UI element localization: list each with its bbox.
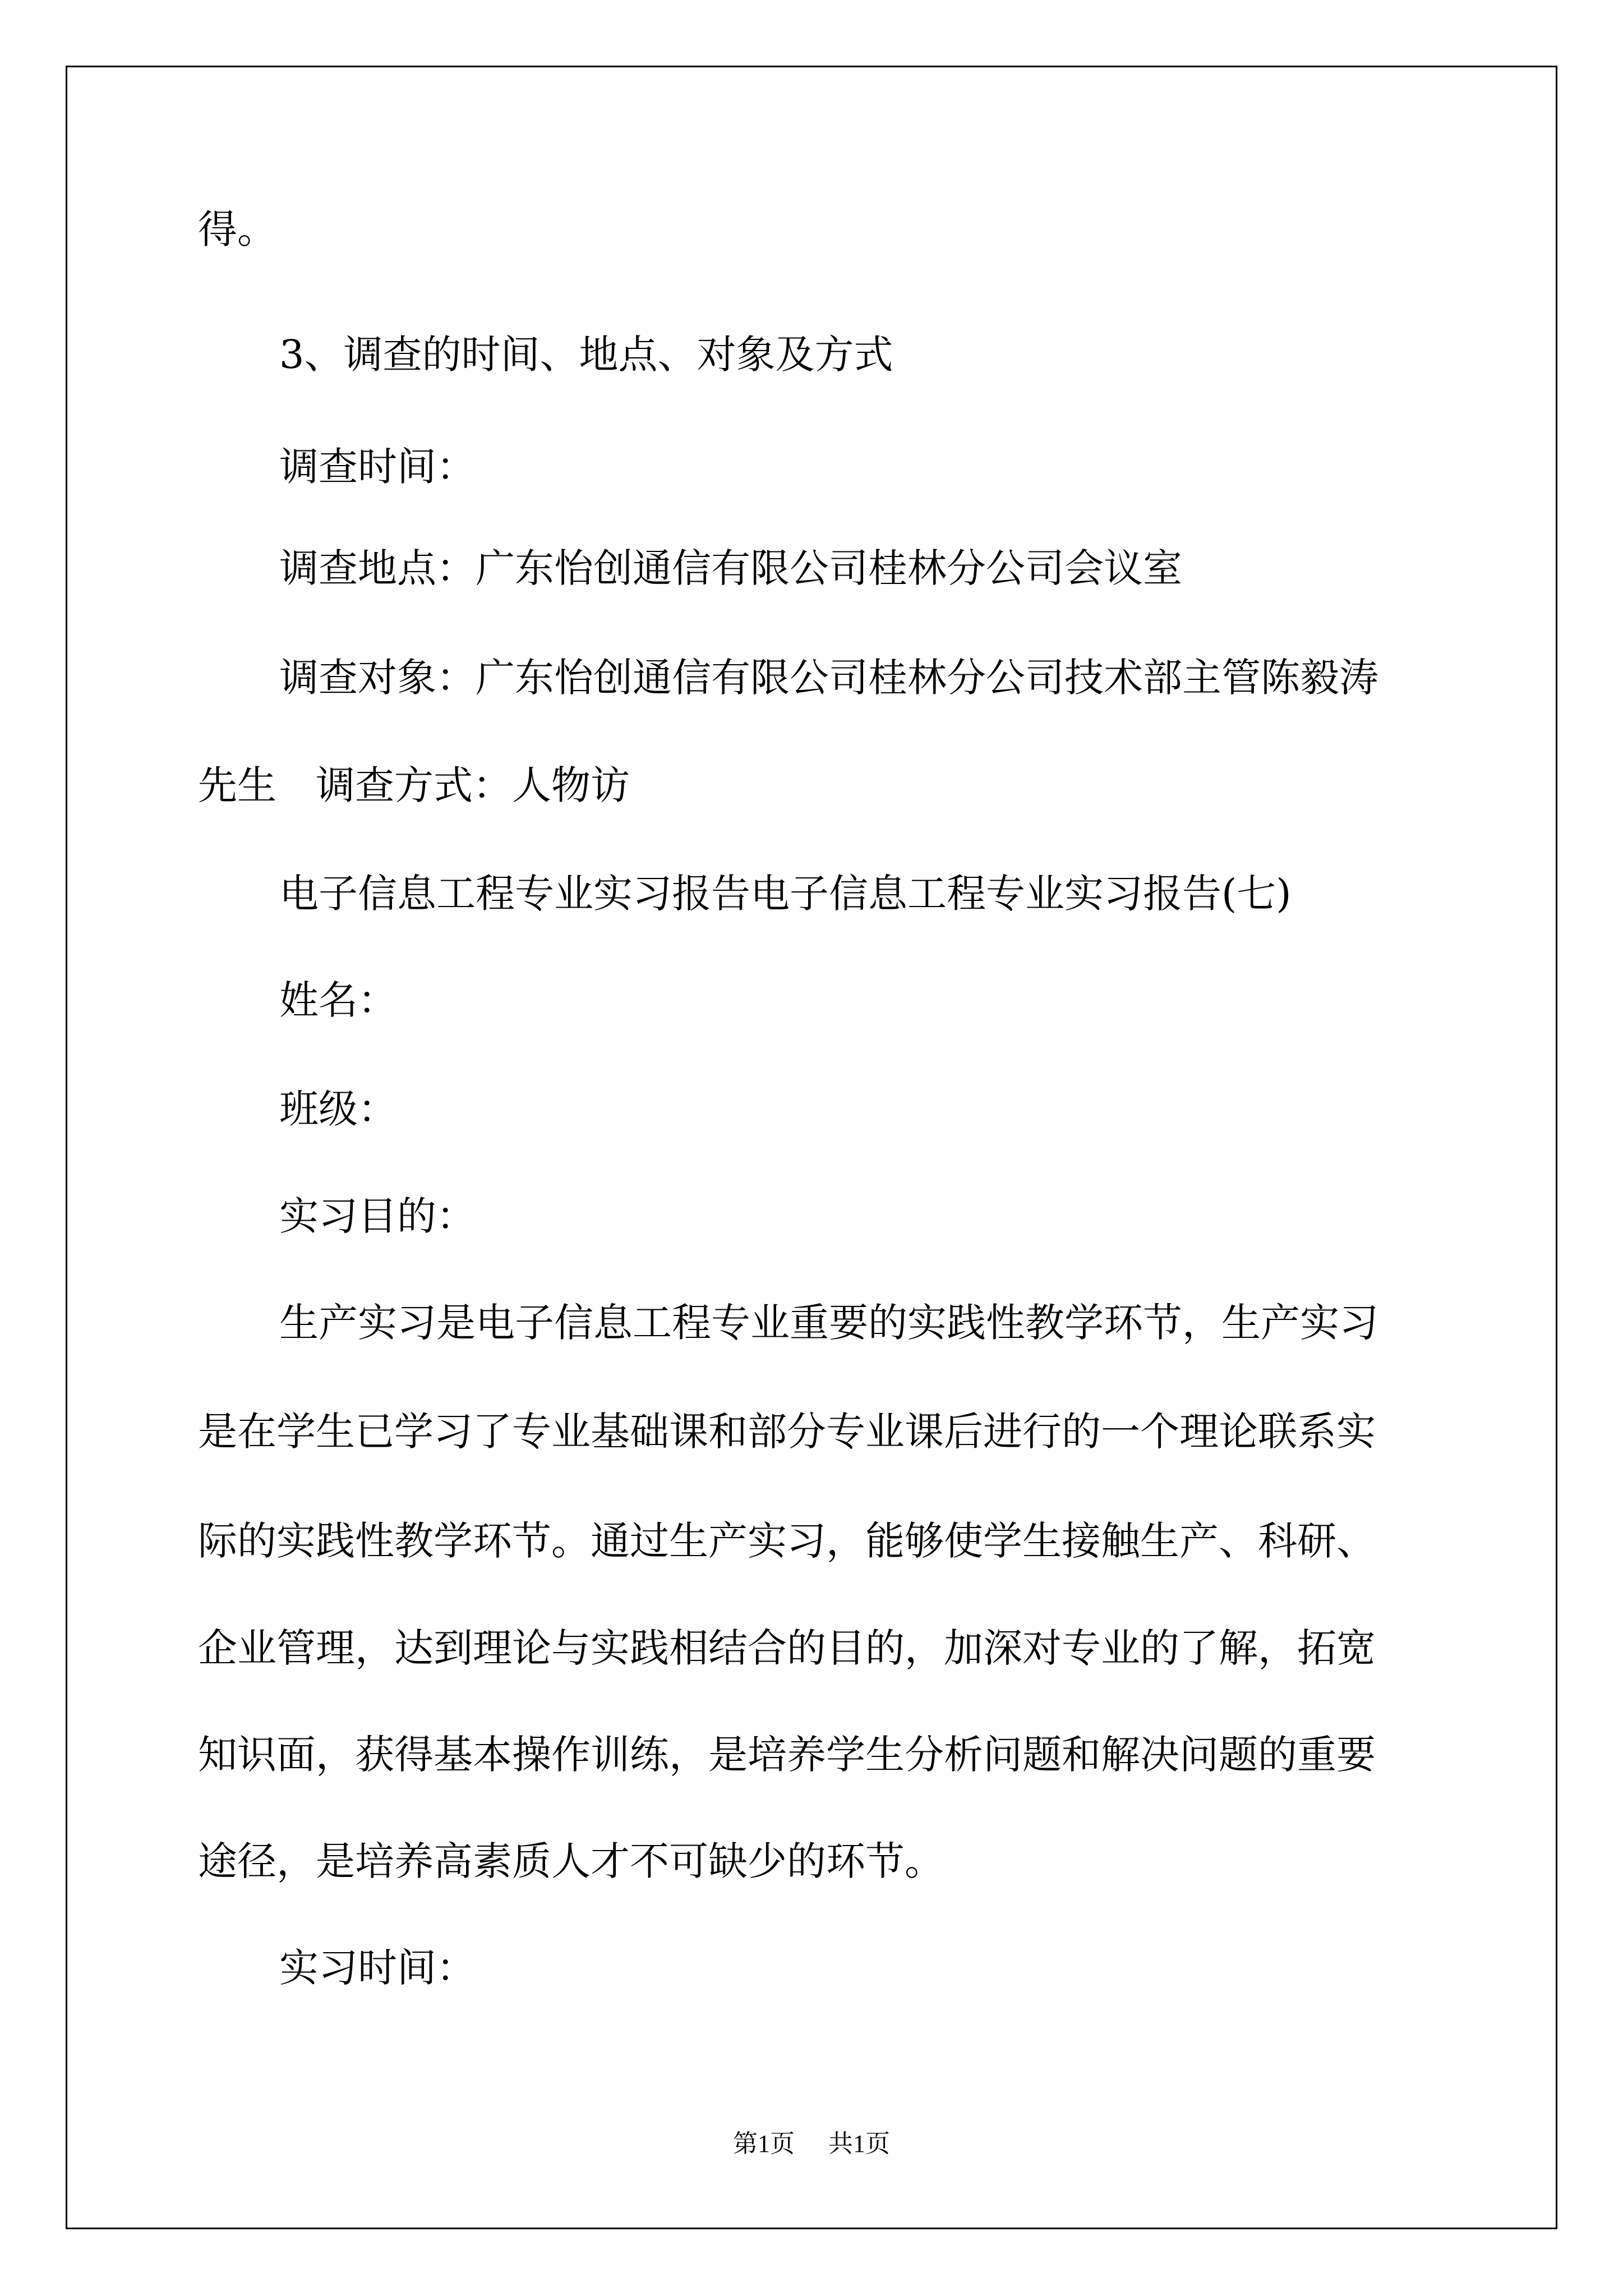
text-line: 得。 (198, 206, 276, 252)
report-title: 电子信息工程专业实习报告电子信息工程专业实习报告(七) (279, 871, 1292, 917)
text-line: 调查时间： (279, 444, 476, 490)
paragraph-line: 生产实习是电子信息工程专业重要的实践性教学环节，生产实习 (279, 1300, 1378, 1346)
text-line: 实习目的： (279, 1193, 476, 1239)
paragraph-line: 途径，是培养高素质人才不可缺少的环节。 (198, 1838, 944, 1884)
text-line: 班级： (279, 1086, 397, 1132)
paragraph-line: 知识面，获得基本操作训练，是培养学生分析问题和解决问题的重要 (198, 1732, 1376, 1778)
section-heading: 3、调查的时间、地点、对象及方式 (279, 332, 893, 378)
paragraph-line: 是在学生已学习了专业基础课和部分专业课后进行的一个理论联系实 (198, 1409, 1376, 1455)
page-number-total: 共1页 (828, 2130, 890, 2157)
page-number-current: 第1页 (733, 2130, 795, 2157)
text-line: 姓名： (279, 977, 397, 1023)
page-footer (0, 2132, 1623, 2156)
paragraph-line: 企业管理，达到理论与实践相结合的目的，加深对专业的了解，拓宽 (198, 1625, 1376, 1671)
text-line: 实习时间： (279, 1945, 476, 1991)
text-line: 调查地点：广东怡创通信有限公司桂林分公司会议室 (279, 545, 1182, 591)
paragraph-line: 际的实践性教学环节。通过生产实习，能够使学生接触生产、科研、 (198, 1518, 1376, 1564)
text-line: 先生 调查方式：人物访 (198, 762, 630, 808)
text-line: 调查对象：广东怡创通信有限公司桂林分公司技术部主管陈毅涛 (279, 655, 1378, 701)
page-border (66, 66, 1557, 2229)
